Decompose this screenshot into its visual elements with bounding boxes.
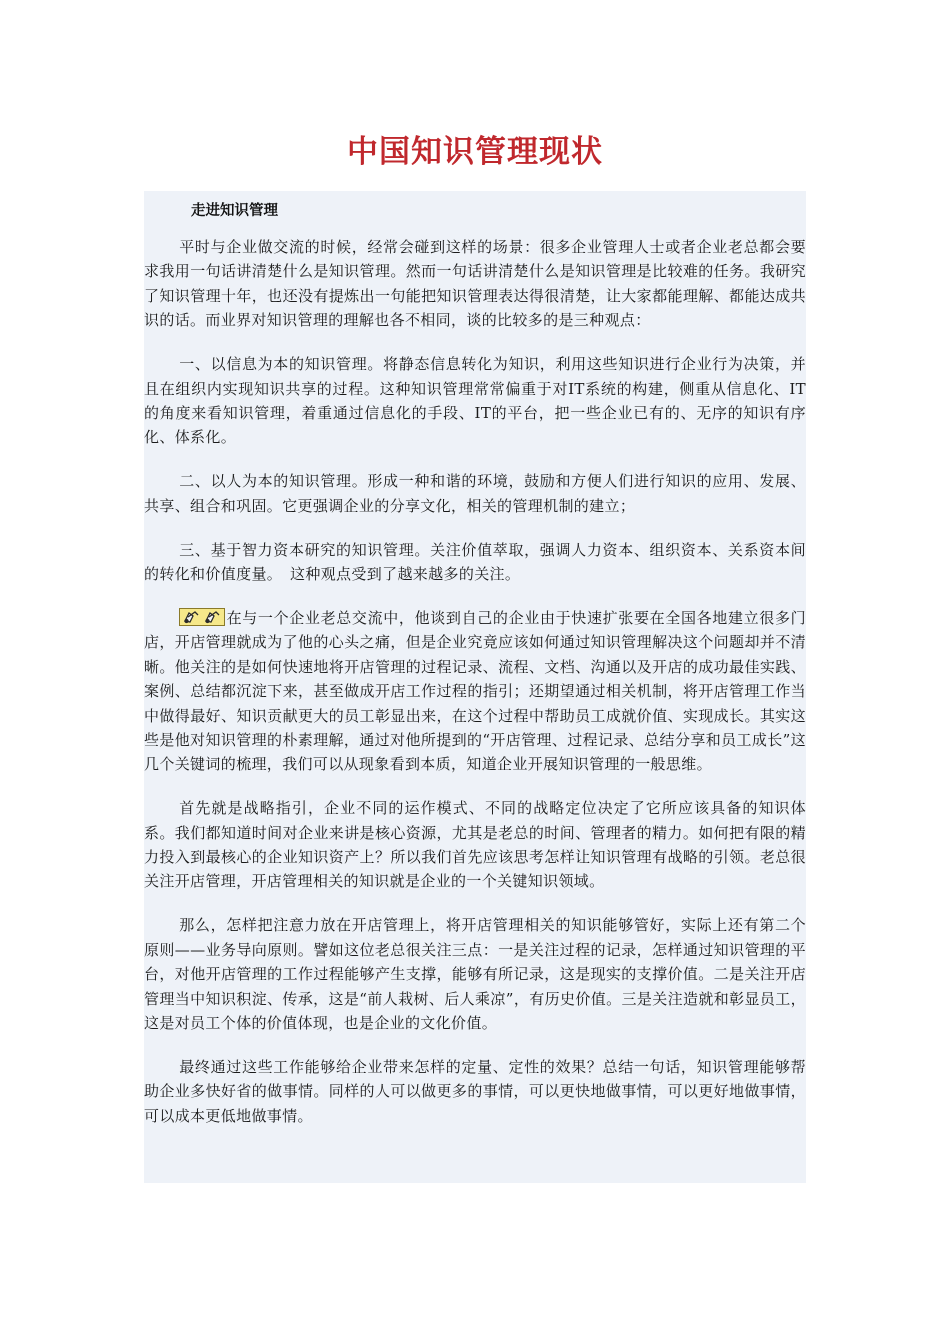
bookmark-icons: [179, 608, 225, 626]
paragraph: 那么，怎样把注意力放在开店管理上，将开店管理相关的知识能够管好，实际上还有第二个原则——业务导向原则。譬如这位老总很关注三点：一是关注过程的记录，怎样通过知识管理的平台，对他开店管理的工作过程能够产生支撑，能够有所记录，这是现实的支撑价值。二是关注开店管理当中知识积淀、传承，这是“前人栽树、后人乘凉”，有历史价值。三是关注造就和彰显员工，这是对员工个体的价值体现，也是企业的文化价值。: [144, 916, 806, 1032]
paragraph: 一、以信息为本的知识管理。将静态信息转化为知识，利用这些知识进行企业行为决策，并且在组织内实现知识共享的过程。这种知识管理常常偏重于对IT系统的构建，侧重从信息化、IT的角度来看知识管理，着重通过信息化的手段、IT的平台，把一些企业已有的、无序的知识有序化、体系化。: [144, 355, 806, 447]
paragraph: 二、以人为本的知识管理。形成一种和谐的环境，鼓励和方便人们进行知识的应用、发展、共享、组合和巩固。它更强调企业的分享文化，相关的管理机制的建立；: [144, 472, 806, 515]
bookmark-icon: [182, 610, 224, 624]
paragraph-with-icons: [144, 606, 806, 777]
paragraph: 平时与企业做交流的时候，经常会碰到这样的场景：很多企业管理人士或者企业老总都会要求我用一句话讲清楚什么是知识管理。然而一句话讲清楚什么是知识管理是比较难的任务。我研究了知识管理十年，也还没有提炼出一句能把知识管理表达得很清楚，让大家都能理解、都能达成共识的话。而业界对知识管理的理解也各不相同，谈的比较多的是三种观点：: [144, 238, 806, 330]
section-heading: 走进知识管理: [191, 203, 278, 219]
paragraph: 最终通过这些工作能够给企业带来怎样的定量、定性的效果？总结一句话，知识管理能够帮助企业多快好省的做事情。同样的人可以做更多的事情，可以更快地做事情，可以更好地做事情，可以成本更低地做事情。: [144, 1057, 806, 1125]
paragraph: 首先就是战略指引，企业不同的运作模式、不同的战略定位决定了它所应该具备的知识体系。我们都知道时间对企业来讲是核心资源，尤其是老总的时间、管理者的精力。如何把有限的精力投入到最核心的企业知识资产上？所以我们首先应该思考怎样让知识管理有战略的引领。老总很关注开店管理，开店管理相关的知识就是企业的一个关键知识领域。: [144, 799, 806, 891]
page-title: 中国知识管理现状: [347, 134, 603, 170]
paragraph-text: 在与一个企业老总交流中，他谈到自己的企业由于快速扩张要在全国各地建立很多门店，开店管理就成为了他的心头之痛，但是企业究竟应该如何通过知识管理解决这个问题却并不清晰。他关注的是如何快速地将开店管理的过程记录、流程、文档、沟通以及开店的成功最佳实践、案例、总结都沉淀下来，甚至做成开店工作过程的指引；还期望通过相关机制，将开店管理工作当中做得最好、知识贡献更大的员工彰显出来，在这个过程中帮助员工成就价值、实现成长。其实这些是他对知识管理的朴素理解，通过对他所提到的“开店管理、过程记录、总结分享和员工成长”这几个关键词的梳理，我们可以从现象看到本质，知道企业开展知识管理的一般思维。: [144, 608, 806, 774]
article-panel: [144, 191, 806, 1183]
article-body: [144, 235, 806, 1148]
paragraph: 三、基于智力资本研究的知识管理。关注价值萃取，强调人力资本、组织资本、关系资本间的转化和价值度量。 这种观点受到了越来越多的关注。: [144, 540, 806, 583]
